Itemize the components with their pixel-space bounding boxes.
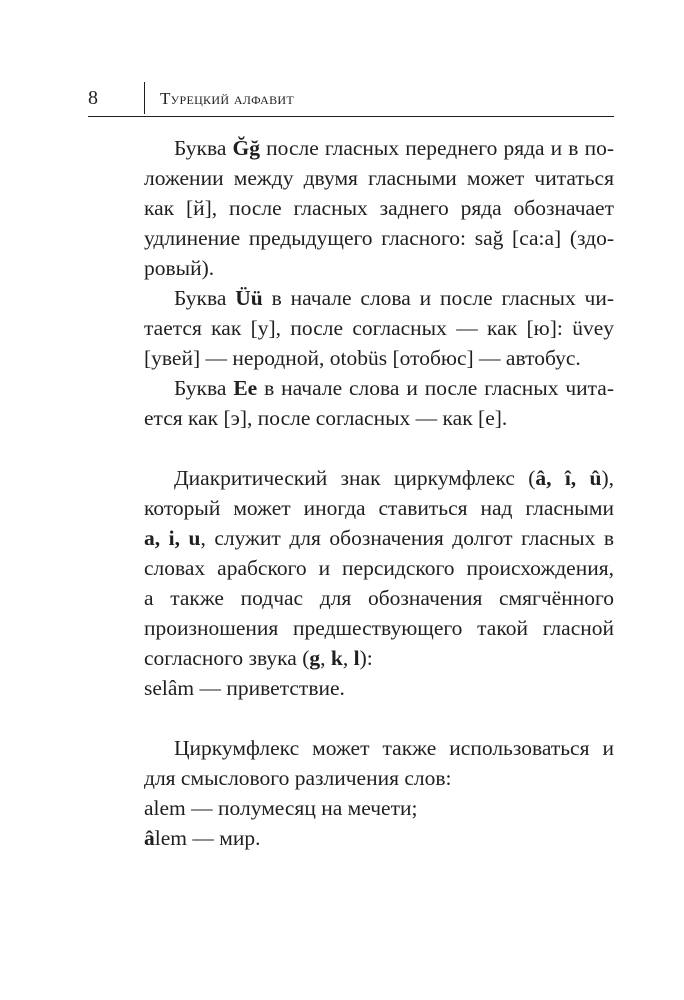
letter-bold: â — [144, 826, 155, 850]
text-line: Диакритический знак циркумфлекс (â, î, û), — [174, 466, 614, 490]
text-line: тается как [у], после согласных — как [ю]: üvey — [144, 316, 614, 340]
page-body — [114, 133, 614, 853]
text-line: словах арабского и персидского происхождения, — [144, 556, 614, 580]
page-number: 8 — [88, 87, 98, 109]
running-header — [88, 82, 614, 117]
text-line: согласного звука (g, k, l): — [144, 646, 373, 670]
letter-bold: Üü — [235, 286, 263, 310]
letter-bold: Ğğ — [232, 136, 261, 160]
text-line: ровый). — [144, 256, 215, 280]
paragraph-distinction — [114, 733, 614, 793]
header-divider — [144, 82, 145, 114]
paragraph-letter-e — [114, 373, 614, 433]
text-line: произношения предшествующего такой гласной — [144, 616, 614, 640]
paragraph-letter-u — [114, 283, 614, 373]
text-line: a, i, u, служит для обозначения долгот гласных в — [144, 526, 614, 550]
letter-bold: Ee — [233, 376, 258, 400]
spacer — [114, 433, 614, 463]
spacer — [114, 703, 614, 733]
letter-bold: g — [309, 646, 321, 670]
text-line: Циркумфлекс может также использоваться и — [174, 736, 614, 760]
example-alem-world: âlem — мир. — [144, 826, 261, 850]
text-line: Буква Ğğ после гласных переднего ряда и в по- — [174, 136, 614, 160]
text-line: как [й], после гласных заднего ряда обозначает — [144, 196, 614, 220]
text-line: удлинение предыдущего гласного: sağ [са:а] (здо- — [144, 226, 614, 250]
letters-bold: a, i, u — [144, 526, 201, 550]
running-title: Турецкий алфавит — [160, 89, 294, 108]
example-selam: selâm — приветствие. — [144, 676, 345, 700]
letters-bold: â, î, û — [535, 466, 602, 490]
text-line: ется как [э], после согласных — как [е]. — [144, 406, 508, 430]
text-line: ложении между двумя гласными может читаться — [144, 166, 614, 190]
letter-bold: l — [353, 646, 360, 670]
example-alem-crescent: alem — полумесяц на мечети; — [144, 796, 418, 820]
text-line: который может иногда ставиться над гласными — [144, 496, 614, 520]
text-line: [увей] — неродной, otobüs [отобюс] — автобус. — [144, 346, 581, 370]
text-line: Буква Üü в начале слова и после гласных чи- — [174, 286, 615, 310]
text-line: для смыслового различения слов: — [144, 766, 452, 790]
paragraph-circumflex — [114, 463, 614, 673]
text-line: а также подчас для обозначения смягчённого — [144, 586, 614, 610]
text-line: Буква Ee в начале слова и после гласных чита- — [174, 376, 615, 400]
paragraph-letter-g — [114, 133, 614, 283]
letter-bold: k — [330, 646, 343, 670]
